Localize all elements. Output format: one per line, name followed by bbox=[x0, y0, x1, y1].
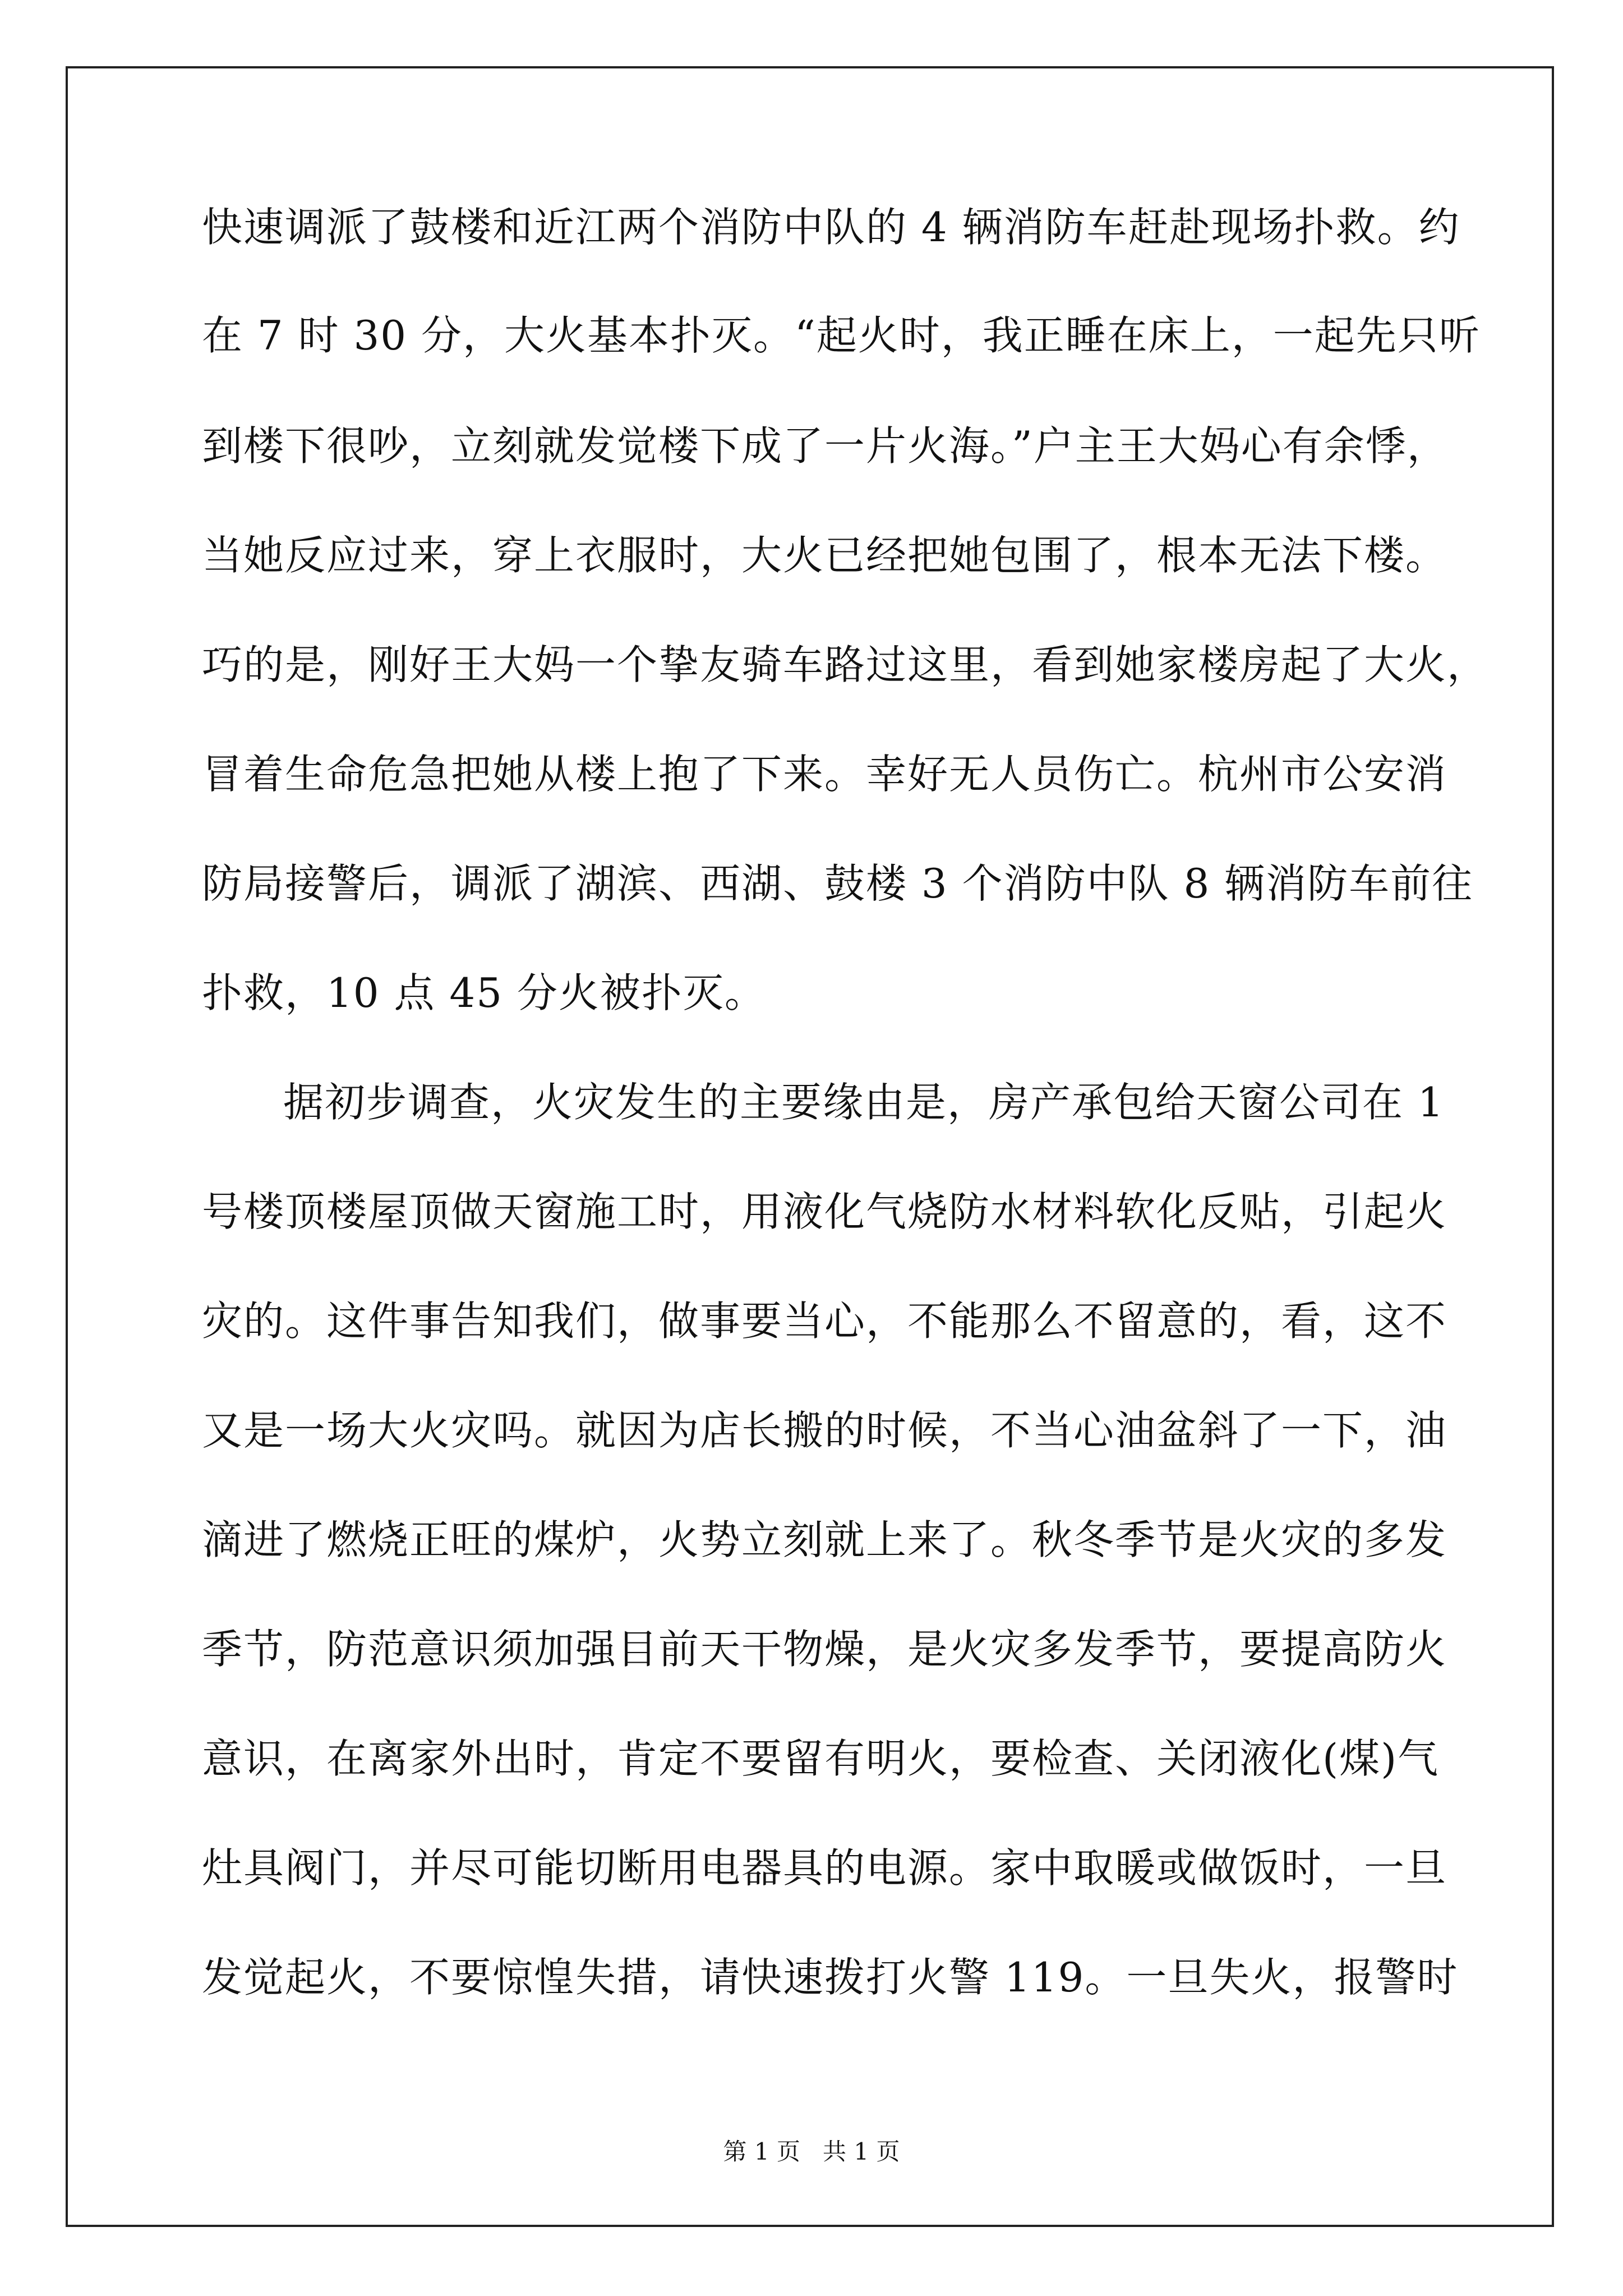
page-footer: 第 1 页 共 1 页 bbox=[723, 2138, 900, 2165]
body-text-line: 巧的是，刚好王大妈一个挚友骑车路过这里，看到她家楼房起了大火， bbox=[202, 641, 1489, 688]
body-text-line: 滴进了燃烧正旺的煤炉，火势立刻就上来了。秋冬季节是火灾的多发 bbox=[202, 1516, 1447, 1563]
body-text-line: 当她反应过来，穿上衣服时，大火已经把她包围了，根本无法下楼。 bbox=[202, 532, 1447, 579]
body-text-line: 扑救，10 点 45 分火被扑灭。 bbox=[202, 969, 766, 1016]
body-text-line: 在 7 时 30 分，大火基本扑灭。“起火时，我正睡在床上，一起先只听 bbox=[202, 312, 1481, 359]
body-text-line: 防局接警后，调派了湖滨、西湖、鼓楼 3 个消防中队 8 辆消防车前往 bbox=[202, 860, 1474, 907]
body-text-line: 意识，在离家外出时，肯定不要留有明火，要检查、关闭液化(煤)气 bbox=[202, 1735, 1440, 1782]
body-text-line: 冒着生命危急把她从楼上抱了下来。幸好无人员伤亡。杭州市公安消 bbox=[202, 751, 1447, 798]
body-text-line: 灶具阀门，并尽可能切断用电器具的电源。家中取暖或做饭时，一旦 bbox=[202, 1844, 1447, 1892]
body-text-line: 号楼顶楼屋顶做天窗施工时，用液化气烧防水材料软化反贴，引起火 bbox=[202, 1188, 1447, 1235]
body-text-line: 季节，防范意识须加强目前天干物燥，是火灾多发季节，要提高防火 bbox=[202, 1626, 1447, 1673]
body-text-line: 发觉起火，不要惊惶失措，请快速拨打火警 119。一旦失火，报警时 bbox=[202, 1954, 1459, 2001]
body-text-line: 快速调派了鼓楼和近江两个消防中队的 4 辆消防车赶赴现场扑救。约 bbox=[202, 204, 1460, 251]
page-border bbox=[66, 66, 1554, 2227]
body-text-line: 又是一场大火灾吗。就因为店长搬的时候，不当心油盆斜了一下，油 bbox=[202, 1407, 1447, 1454]
body-text-line: 到楼下很吵，立刻就发觉楼下成了一片火海。”户主王大妈心有余悸， bbox=[202, 422, 1449, 470]
body-text-line: 灾的。这件事告知我们，做事要当心，不能那么不留意的，看，这不 bbox=[202, 1297, 1447, 1345]
paragraph-start-line: 据初步调查，火灾发生的主要缘由是，房产承包给天窗公司在 1 bbox=[283, 1079, 1445, 1126]
